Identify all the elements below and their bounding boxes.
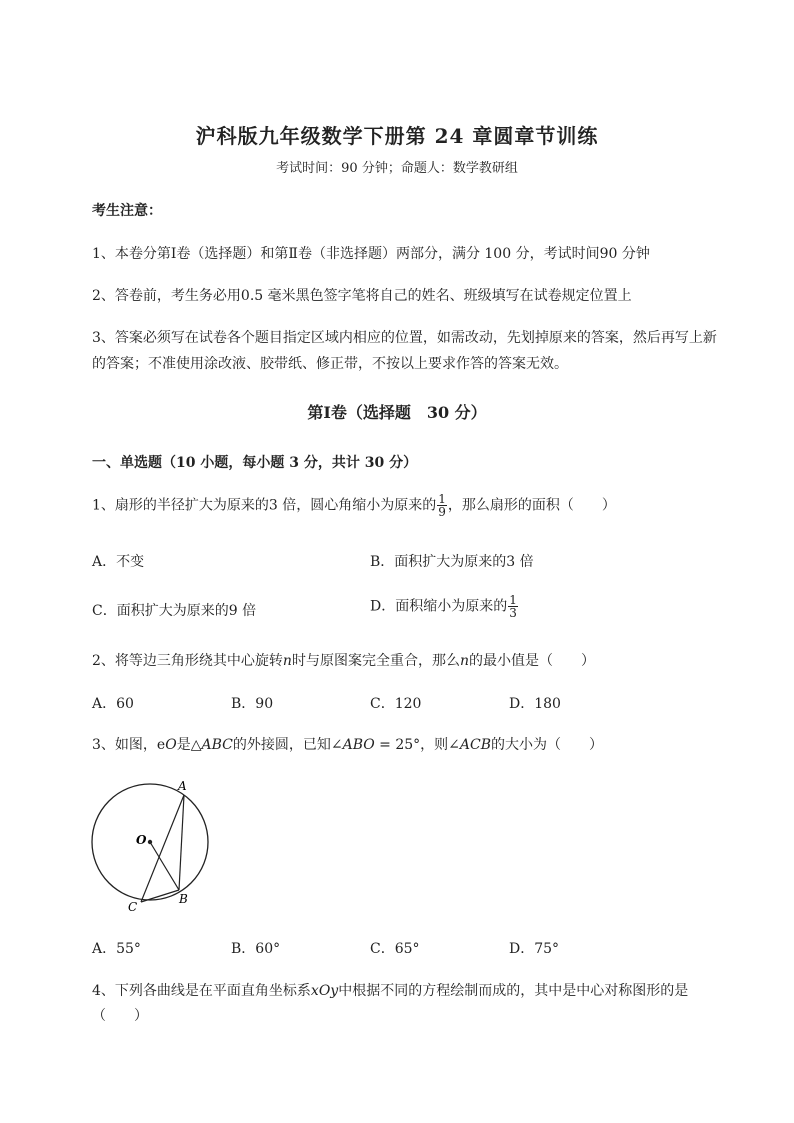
notice-item-1: 1、本卷分第Ⅰ卷（选择题）和第Ⅱ卷（非选择题）两部分，满分 100 分，考试时间90 分钟 <box>92 246 650 262</box>
label-o: O <box>136 833 147 847</box>
question-2-option-b[interactable]: B．90 <box>231 696 274 712</box>
notice-item-3-line-2: 的答案；不准使用涂改液、胶带纸、修正带，不按以上要求作答的答案无效。 <box>92 356 568 372</box>
variable-n: n <box>459 653 469 669</box>
question-1-text-b: ，那么扇形的面积（ ） <box>447 497 616 514</box>
question-4-answer-blank: （ ） <box>92 1008 148 1024</box>
question-4-stem: 4、下列各曲线是在平面直角坐标系xOy中根据不同的方程绘制而成的，其中是中心对称图形的是 <box>92 983 689 999</box>
notice-item-3-line-1: 3、答案必须写在试卷各个题目指定区域内相应的位置，如需改动，先划掉原来的答案，然后再写上新 <box>92 330 717 346</box>
question-1-option-d[interactable]: D．面积缩小为原来的 $\frac{1}{3}$ <box>370 593 517 620</box>
question-3-stem: 3、如图，eO是△ABC的外接圆，已知∠ABO = 25°，则∠ACB的大小为（ ） <box>92 737 604 753</box>
question-3-option-b[interactable]: B．60° <box>231 941 281 957</box>
question-3-option-a[interactable]: A．55° <box>92 941 141 957</box>
question-1-stem <box>92 493 616 518</box>
page-title: 沪科版九年级数学下册第 24 章圆章节训练 <box>195 124 599 148</box>
variable-xoy: xOy <box>310 983 339 999</box>
label-b: B <box>179 892 188 906</box>
question-1-option-a[interactable]: A．不变 <box>92 554 145 570</box>
question-1-text-a: 1、扇形的半径扩大为原来的3 倍，圆心角缩小为原来的 <box>92 497 437 514</box>
section-title: 第Ⅰ卷（选择题 30 分） <box>307 403 487 422</box>
notice-item-2: 2、答卷前，考生务必用0.5 毫米黑色签字笔将自己的姓名、班级填写在试卷规定位置上 <box>92 288 632 304</box>
notice-heading: 考生注意： <box>92 203 162 219</box>
label-c: C <box>128 900 138 914</box>
variable-n: n <box>282 653 292 669</box>
question-2-stem: 2、将等边三角形绕其中心旋转n时与原图案完全重合，那么n的最小值是（ ） <box>92 653 595 669</box>
question-3-option-d[interactable]: D．75° <box>509 941 560 957</box>
segment-ob <box>150 842 179 890</box>
label-a: A <box>178 779 187 793</box>
question-1-option-c[interactable]: C．面积扩大为原来的9 倍 <box>92 603 257 619</box>
segment-ac <box>141 795 184 902</box>
question-2-option-a[interactable]: A．60 <box>92 696 134 712</box>
question-1-option-b[interactable]: B．面积扩大为原来的3 倍 <box>370 554 534 570</box>
fraction-one-third: $\frac{1}{3}$ <box>509 593 517 620</box>
question-2-option-c[interactable]: C．120 <box>370 696 422 712</box>
circle-symbol: e <box>156 737 166 753</box>
fraction-one-ninth: $\frac{1}{9}$ <box>438 492 446 519</box>
segment-ab <box>179 795 184 890</box>
center-point <box>148 840 152 844</box>
segment-cb <box>141 890 179 902</box>
circle-figure <box>86 772 226 917</box>
exam-info: 考试时间：90 分钟；命题人：数学教研组 <box>276 161 518 176</box>
section-heading: 一、单选题（10 小题，每小题 3 分，共计 30 分） <box>92 455 418 471</box>
question-3-option-c[interactable]: C．65° <box>370 941 420 957</box>
question-2-option-d[interactable]: D．180 <box>509 696 561 712</box>
